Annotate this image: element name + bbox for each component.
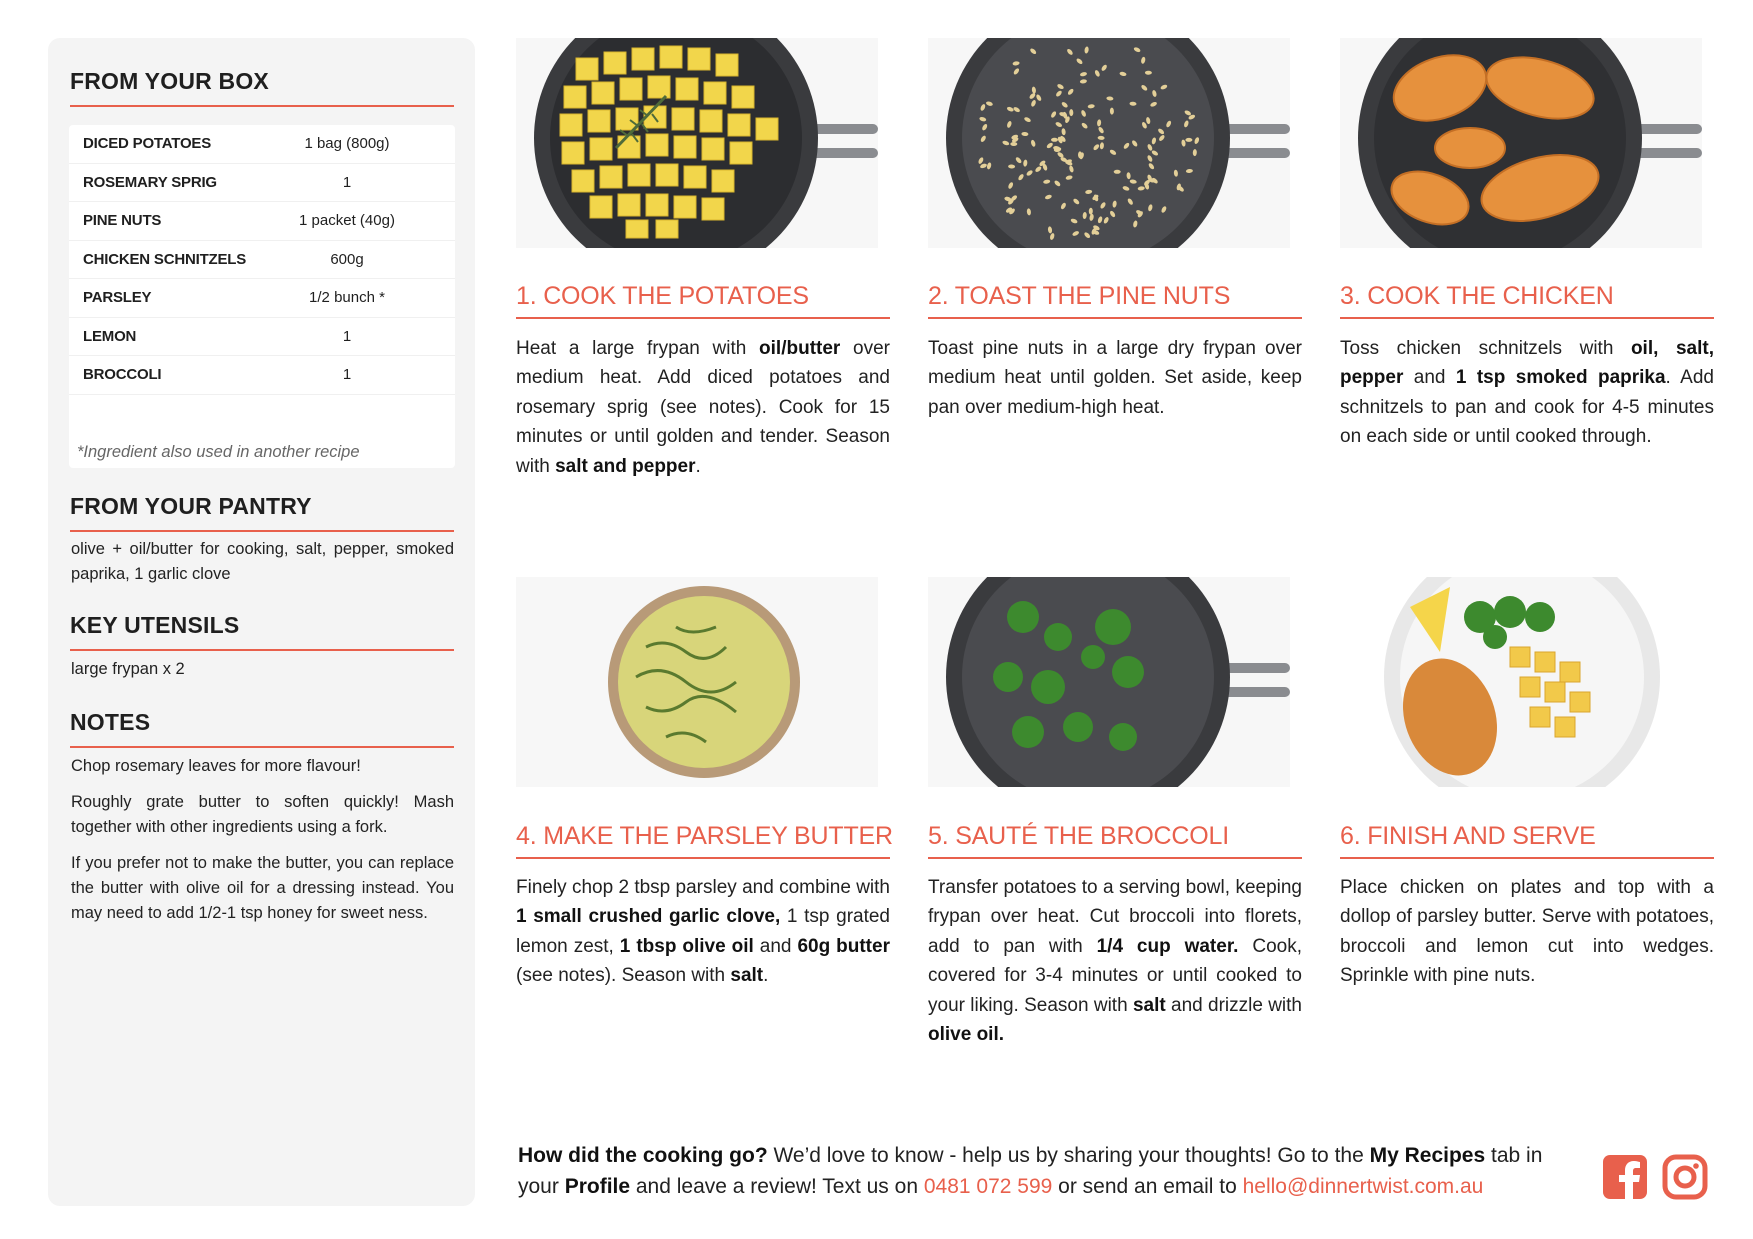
ingredient-quantity: 1 <box>342 173 352 191</box>
step-4-body <box>516 873 890 991</box>
text-run: Cook, covered for 3-4 minutes or until cooked to your liking. Season with <box>928 935 1302 1016</box>
text-run: or send an email to <box>1052 1175 1243 1198</box>
text-run: We’d love to know - help us by sharing your thoughts! Go to the <box>767 1144 1370 1167</box>
ingredient-quantity: 1 <box>342 327 352 345</box>
instagram-icon[interactable] <box>1662 1154 1708 1200</box>
ingredient-name: DICED POTATOES <box>83 135 212 153</box>
bold-text: 60g butter <box>797 935 890 957</box>
ingredient-row <box>69 356 455 395</box>
step-2-title: 2. TOAST THE PINE NUTS <box>928 282 1302 319</box>
bold-text: My Recipes <box>1369 1144 1486 1167</box>
text-run: . <box>763 965 769 987</box>
ingredient-quantity: 1 <box>342 366 352 384</box>
utensils-text: large frypan x 2 <box>71 660 185 678</box>
ingredient-quantity: 1/2 bunch * <box>309 289 385 307</box>
from-pantry-heading: FROM YOUR PANTRY <box>70 493 454 532</box>
ingredient-quantity: 1 bag (800g) <box>304 135 390 153</box>
text-run: . <box>695 455 701 477</box>
bold-text: 1 tbsp olive oil <box>619 935 754 957</box>
bold-text: 1/4 cup water. <box>1096 935 1239 957</box>
text-run: Finely chop 2 tbsp parsley and combine with <box>516 877 890 898</box>
from-box-heading: FROM YOUR BOX <box>70 68 454 107</box>
step-6-body <box>1340 873 1714 991</box>
bold-text: 1 tsp smoked paprika <box>1455 367 1666 389</box>
step-6-photo <box>1340 577 1702 787</box>
bold-text: How did the cooking go? <box>518 1144 768 1167</box>
text-run: tab in your <box>518 1144 1543 1198</box>
text-run: over medium heat. Add diced potatoes and rosemary sprig (see notes). Cook for 15 minutes or until golden and tender. Season with <box>516 338 890 477</box>
ingredient-row <box>69 125 455 164</box>
step-2-photo <box>928 38 1290 248</box>
step-3-body <box>1340 334 1714 452</box>
ingredient-name: PINE NUTS <box>83 212 162 230</box>
bold-text: Profile <box>564 1175 631 1198</box>
ingredients-table <box>69 125 455 468</box>
step-3-photo <box>1340 38 1702 248</box>
contact-link[interactable]: 0481 072 599 <box>923 1175 1053 1198</box>
step-4-photo <box>516 577 878 787</box>
feedback-footer <box>518 1140 1578 1202</box>
notes-body <box>71 754 454 937</box>
contact-link[interactable]: hello@dinnertwist.com.au <box>1242 1175 1484 1198</box>
note-paragraph: If you prefer not to make the butter, you can replace the butter with olive oil for a dressing instead. You may need to add 1/2-1 tsp honey for sweet ness. <box>71 854 454 922</box>
text-run: and <box>753 935 798 957</box>
text-run: and drizzle with <box>1165 994 1302 1016</box>
text-run: Heat a large frypan with <box>516 338 760 359</box>
step-6-title: 6. FINISH AND SERVE <box>1340 822 1714 859</box>
bold-text: salt and pepper <box>555 455 696 477</box>
step-5-title: 5. SAUTÉ THE BROCCOLI <box>928 822 1302 859</box>
ingredient-name: BROCCOLI <box>83 366 162 384</box>
note-paragraph: Roughly grate butter to soften quickly! Mash together with other ingredients using a fork. <box>71 793 454 836</box>
step-3-title: 3. COOK THE CHICKEN <box>1340 282 1714 319</box>
bold-text: oil/butter <box>759 338 841 359</box>
text-run: (see notes). Season with <box>516 965 731 987</box>
ingredient-quantity: 1 packet (40g) <box>299 212 395 230</box>
ingredient-name: PARSLEY <box>83 289 152 307</box>
bold-text: olive oil. <box>928 1024 1005 1046</box>
ingredient-name: CHICKEN SCHNITZELS <box>83 250 247 268</box>
bold-text: oil, salt, pepper <box>1340 338 1714 389</box>
note-paragraph: Chop rosemary leaves for more flavour! <box>71 757 361 775</box>
step-1-body <box>516 334 890 481</box>
bold-text: 1 small crushed garlic clove, <box>516 906 781 928</box>
bold-text: salt <box>1132 994 1166 1016</box>
pantry-text: olive + oil/butter for cooking, salt, pepper, smoked paprika, 1 garlic clove <box>71 540 454 583</box>
ingredient-name: ROSEMARY SPRIG <box>83 173 217 191</box>
text-run: Transfer potatoes to a serving bowl, keeping frypan over heat. Cut broccoli into florets, add to pan with <box>928 877 1302 957</box>
ingredient-row <box>69 241 455 280</box>
facebook-icon[interactable] <box>1602 1154 1648 1200</box>
step-2-body <box>928 334 1302 422</box>
ingredient-row <box>69 164 455 203</box>
text-run: 1 tsp grated lemon zest, <box>516 906 890 957</box>
step-4-title: 4. MAKE THE PARSLEY BUTTER <box>516 822 890 859</box>
key-utensils-heading: KEY UTENSILS <box>70 612 454 651</box>
step-1-photo <box>516 38 878 248</box>
ingredients-sidebar <box>48 38 475 1206</box>
ingredient-row <box>69 202 455 241</box>
step-1-title: 1. COOK THE POTATOES <box>516 282 890 319</box>
ingredient-row <box>69 279 455 318</box>
text-run: Place chicken on plates and top with a dollop of parsley butter. Serve with potatoes, broccoli and lemon cut into wedges. Sprinkle with pine nuts. <box>1340 877 1714 987</box>
ingredient-row <box>69 318 455 357</box>
notes-heading: NOTES <box>70 709 454 748</box>
ingredient-note: *Ingredient also used in another recipe <box>77 443 360 461</box>
text-run: . Add schnitzels to pan and cook for 4-5 minutes on each side or until cooked through. <box>1340 367 1714 448</box>
bold-text: salt <box>730 965 764 987</box>
text-run: and <box>1403 367 1456 389</box>
step-5-body <box>928 873 1302 1049</box>
text-run: and leave a review! Text us on <box>630 1175 924 1198</box>
ingredient-quantity: 600g <box>330 250 364 268</box>
ingredient-name: LEMON <box>83 327 137 345</box>
step-5-photo <box>928 577 1290 787</box>
text-run: Toast pine nuts in a large dry frypan over medium heat until golden. Set aside, keep pan over medium-high heat. <box>928 338 1302 418</box>
text-run: Toss chicken schnitzels with <box>1340 338 1631 359</box>
